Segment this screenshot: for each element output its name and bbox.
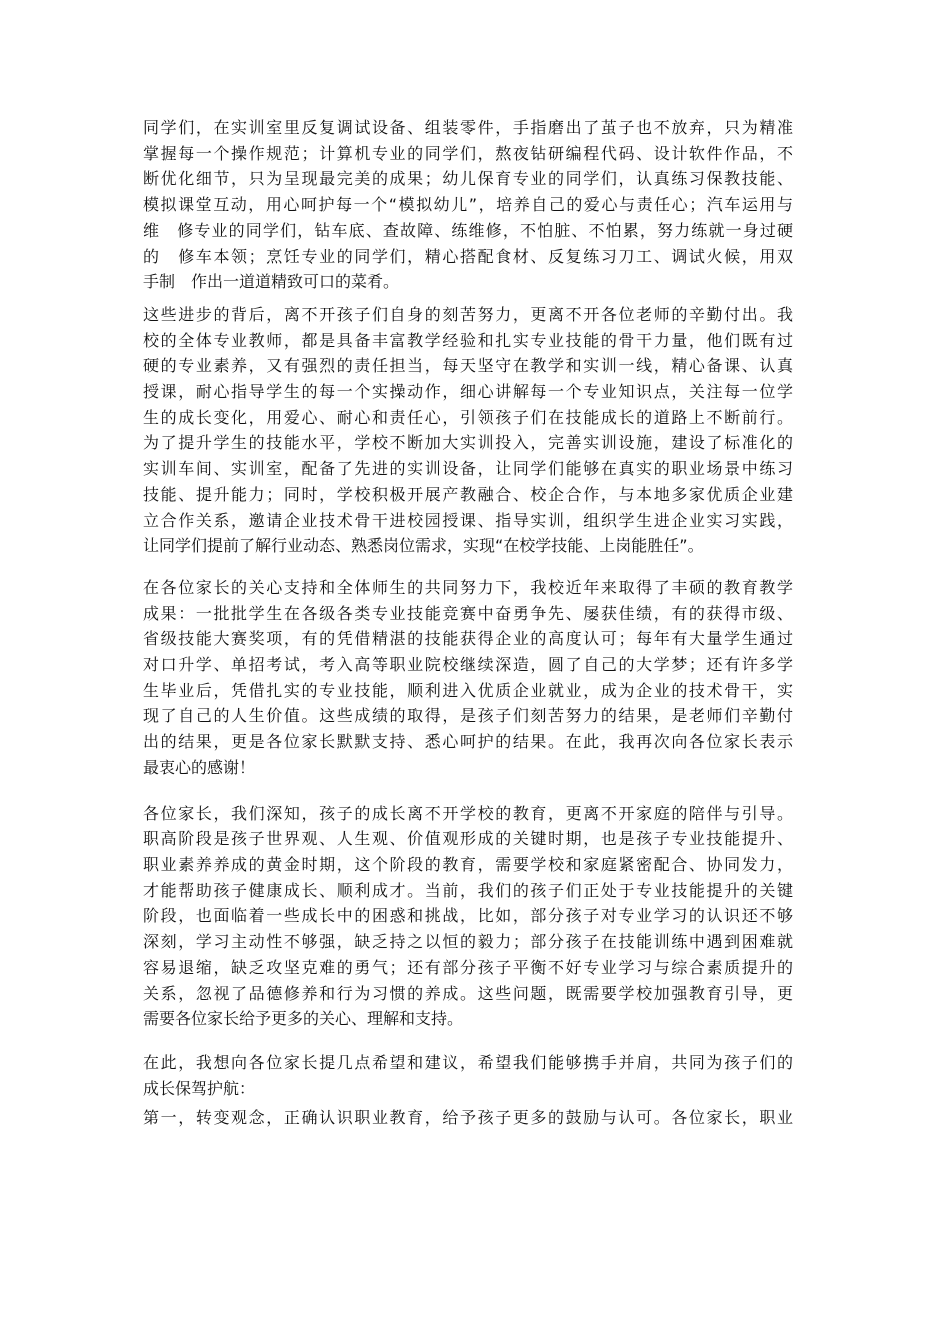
text-line: 成长保驾护航： xyxy=(143,1078,256,1098)
paragraph-2 xyxy=(143,302,793,559)
text-line: 模拟课堂互动，用心呵护每一个“模拟幼儿”，培养自己的爱心与责任心；汽车运用与 xyxy=(143,195,793,215)
text-line: 立合作关系，邀请企业技术骨干进校园授课、指导实训，组织学生进企业实习实践， xyxy=(143,510,793,530)
text-line: 为了提升学生的技能水平，学校不断加大实训投入，完善实训设施，建设了标准化的 xyxy=(143,433,793,453)
text-line: 出的结果，更是各位家长默默支持、悉心呵护的结果。在此，我再次向各位家长表示 xyxy=(143,732,793,752)
text-line: 成果：一批批学生在各级各类专业技能竞赛中奋勇争先、屡获佳绩，有的获得市级、 xyxy=(143,603,793,623)
text-line: 最衷心的感谢！ xyxy=(143,757,256,777)
text-line: 在各位家长的关心支持和全体师生的共同努力下，我校近年来取得了丰硕的教育教学 xyxy=(143,577,793,597)
text-line: 掌握每一个操作规范；计算机专业的同学们，熬夜钻研编程代码、设计软件作品，不 xyxy=(143,143,793,163)
text-line: 阶段，也面临着一些成长中的困惑和挑战，比如，部分孩子对专业学习的认识还不够 xyxy=(143,906,793,926)
text-line: 手制 作出一道道精致可口的菜肴。 xyxy=(143,272,400,292)
text-line: 校的全体专业教师，都是具备丰富教学经验和扎实专业技能的骨干力量，他们既有过 xyxy=(143,330,793,350)
text-line: 第一，转变观念，正确认识职业教育，给予孩子更多的鼓励与认可。各位家长，职业 xyxy=(143,1108,793,1128)
paragraph-1 xyxy=(143,115,793,295)
text-line: 才能帮助孩子健康成长、顺利成才。当前，我们的孩子们正处于专业技能提升的关键 xyxy=(143,880,793,900)
text-line: 各位家长，我们深知，孩子的成长离不开学校的教育，更离不开家庭的陪伴与引导。 xyxy=(143,803,793,823)
text-line: 关系，忽视了品德修养和行为习惯的养成。这些问题，既需要学校加强教育引导，更 xyxy=(143,983,793,1003)
text-line: 生毕业后，凭借扎实的专业技能，顺利进入优质企业就业，成为企业的技术骨干，实 xyxy=(143,680,793,700)
text-line: 实训车间、实训室，配备了先进的实训设备，让同学们能够在真实的职业场景中练习 xyxy=(143,459,793,479)
text-line: 的 修车本领；烹饪专业的同学们，精心搭配食材、反复练习刀工、调试火候，用双 xyxy=(143,246,793,266)
text-line: 技能、提升能力；同时，学校积极开展产教融合、校企合作，与本地多家优质企业建 xyxy=(143,484,793,504)
text-line: 同学们，在实训室里反复调试设备、组装零件，手指磨出了茧子也不放弃，只为精准 xyxy=(143,118,793,137)
text-line: 这些进步的背后，离不开孩子们自身的刻苦努力，更离不开各位老师的辛勤付出。我 xyxy=(143,304,793,324)
text-line: 断优化细节，只为呈现最完美的成果；幼儿保育专业的同学们，认真练习保教技能、 xyxy=(143,169,793,189)
text-line: 深刻，学习主动性不够强，缺乏持之以恒的毅力；部分孩子在技能训练中遇到困难就 xyxy=(143,932,793,952)
paragraph-6 xyxy=(143,1105,793,1131)
text-line: 让同学们提前了解行业动态、熟悉岗位需求，实现“在校学技能、上岗能胜任”。 xyxy=(143,536,704,556)
document-body xyxy=(143,115,793,1131)
text-line: 容易退缩，缺乏攻坚克难的勇气；还有部分孩子平衡不好专业学习与综合素质提升的 xyxy=(143,957,793,977)
text-line: 硬的专业素养，又有强烈的责任担当，每天坚守在教学和实训一线，精心备课、认真 xyxy=(143,356,793,376)
text-line: 生的成长变化，用爱心、耐心和责任心，引领孩子们在技能成长的道路上不断前行。 xyxy=(143,407,793,427)
paragraph-4 xyxy=(143,801,793,1032)
paragraph-5 xyxy=(143,1050,793,1101)
text-line: 职高阶段是孩子世界观、人生观、价值观形成的关键时期，也是孩子专业技能提升、 xyxy=(143,829,793,849)
text-line: 维 修专业的同学们，钻车底、查故障、练维修，不怕脏、不怕累，努力练就一身过硬 xyxy=(143,220,793,240)
text-line: 省级技能大赛奖项，有的凭借精湛的技能获得企业的高度认可；每年有大量学生通过 xyxy=(143,629,793,649)
text-line: 职业素养养成的黄金时期，这个阶段的教育，需要学校和家庭紧密配合、协同发力， xyxy=(143,854,793,874)
text-line: 需要各位家长给予更多的关心、理解和支持。 xyxy=(143,1009,464,1029)
paragraph-3 xyxy=(143,575,793,781)
text-line: 对口升学、单招考试，考入高等职业院校继续深造，圆了自己的大学梦；还有许多学 xyxy=(143,655,793,675)
text-line: 授课，耐心指导学生的每一个实操动作，细心讲解每一个专业知识点，关注每一位学 xyxy=(143,382,793,402)
text-line: 现了自己的人生价值。这些成绩的取得，是孩子们刻苦努力的结果，是老师们辛勤付 xyxy=(143,706,793,726)
text-line: 在此，我想向各位家长提几点希望和建议，希望我们能够携手并肩，共同为孩子们的 xyxy=(143,1052,793,1072)
